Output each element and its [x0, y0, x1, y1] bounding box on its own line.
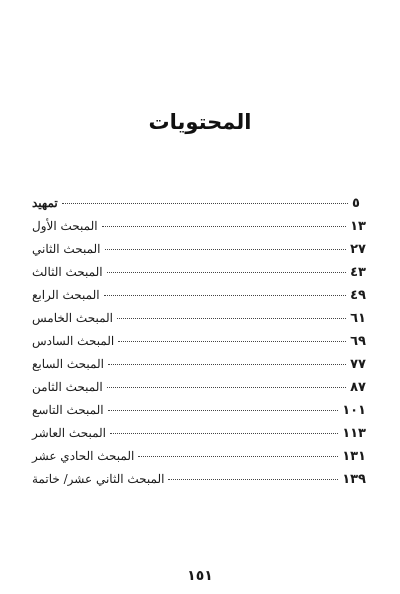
toc-entry-chapter-12-conclusion — [32, 472, 366, 495]
toc-leader-dots — [104, 294, 347, 296]
toc-entry-label: المبحث السابع — [32, 357, 104, 371]
toc-entry-chapter-9 — [32, 403, 366, 426]
toc-entry-page: ٧٧ — [350, 357, 366, 372]
page-number: ١٥١ — [187, 568, 213, 584]
toc-entry-page: ٢٧ — [350, 242, 366, 257]
toc-leader-dots — [138, 455, 338, 457]
toc-leader-dots — [107, 271, 347, 273]
toc-entry-label: المبحث الثالث — [32, 265, 103, 279]
toc-entry-introduction — [32, 196, 366, 219]
toc-entry-label: المبحث العاشر — [32, 426, 107, 440]
toc-leader-dots — [117, 317, 346, 319]
toc-entry-chapter-6 — [32, 334, 366, 357]
page-title: المحتويات — [148, 110, 252, 134]
toc-entry-page: ١٣١ — [342, 449, 366, 464]
toc-entry-chapter-5 — [32, 311, 366, 334]
toc-entry-label: المبحث الخامس — [32, 311, 114, 325]
toc-entry-page: ١٠١ — [342, 403, 366, 418]
toc-entry-page: ٨٧ — [350, 380, 366, 395]
toc-entry-chapter-1 — [32, 219, 366, 242]
toc-entry-page: ٤٣ — [350, 265, 366, 280]
toc-leader-dots — [105, 248, 347, 250]
toc-entry-chapter-8 — [32, 380, 366, 403]
toc-entry-page: ١٣٩ — [342, 472, 366, 487]
toc-entry-page: ١١٣ — [342, 426, 366, 441]
toc-leader-dots — [108, 409, 339, 411]
toc-leader-dots — [62, 202, 348, 204]
toc-leader-dots — [168, 478, 338, 480]
toc-leader-dots — [110, 432, 338, 434]
toc-entry-label: المبحث الثاني عشر/ خاتمة — [32, 472, 165, 486]
toc-entry-label: المبحث الحادي عشر — [32, 449, 135, 463]
toc-entry-label: تمهيد — [32, 196, 58, 210]
toc-entry-page: ٦٩ — [350, 334, 366, 349]
toc-entry-label: المبحث الثاني — [32, 242, 101, 256]
toc-entry-chapter-4 — [32, 288, 366, 311]
toc-entry-page: ٦١ — [350, 311, 366, 326]
toc-leader-dots — [102, 225, 347, 227]
toc-entry-chapter-7 — [32, 357, 366, 380]
toc-entry-label: المبحث الرابع — [32, 288, 100, 302]
toc-leader-dots — [118, 340, 346, 342]
toc-entry-chapter-2 — [32, 242, 366, 265]
toc-entry-label: المبحث السادس — [32, 334, 115, 348]
toc-leader-dots — [107, 386, 346, 388]
toc-entry-chapter-11 — [32, 449, 366, 472]
toc-entry-page: ١٣ — [350, 219, 366, 234]
toc-entry-chapter-3 — [32, 265, 366, 288]
toc-entry-page: ٥ — [352, 196, 360, 211]
toc-entry-label: المبحث الثامن — [32, 380, 103, 394]
table-of-contents — [32, 196, 366, 495]
toc-leader-dots — [108, 363, 346, 365]
toc-entry-label: المبحث التاسع — [32, 403, 104, 417]
toc-entry-label: المبحث الأول — [32, 219, 98, 233]
toc-entry-page: ٤٩ — [350, 288, 366, 303]
toc-entry-chapter-10 — [32, 426, 366, 449]
